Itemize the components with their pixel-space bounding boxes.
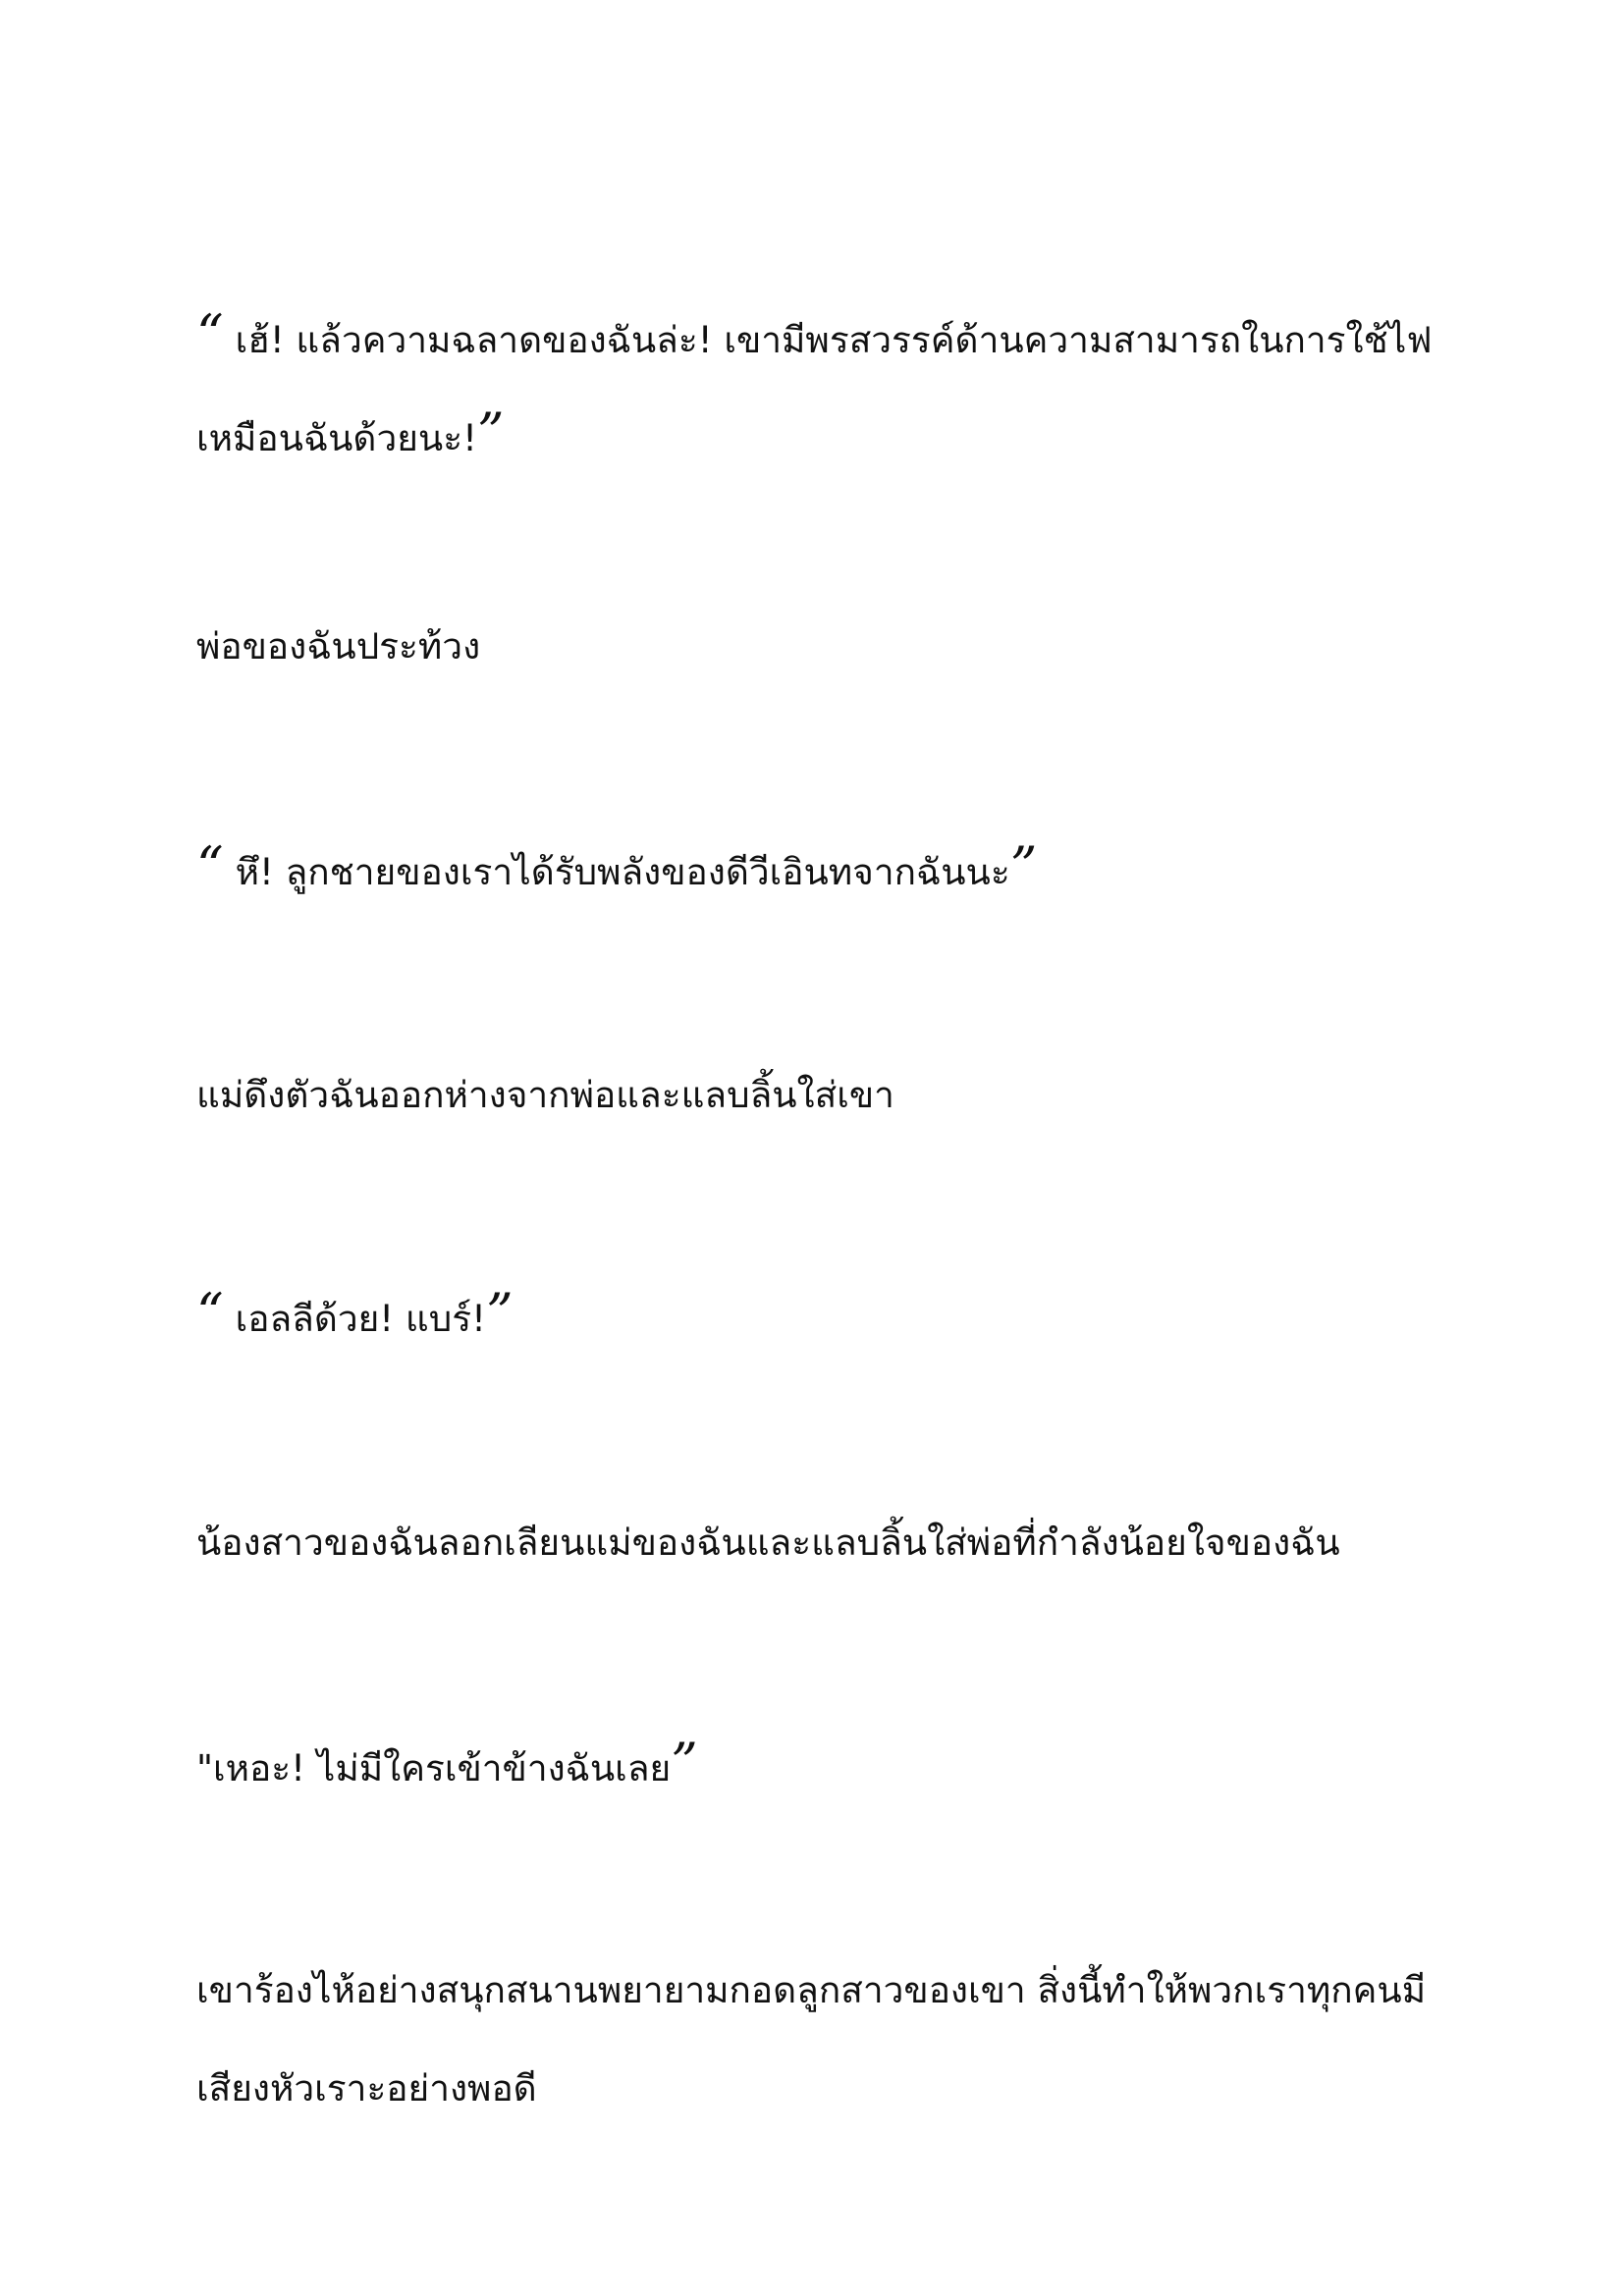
dialogue-paragraph <box>196 292 1434 488</box>
narration-paragraph <box>196 1046 1434 1145</box>
paragraph-text: แม่ดึงตัวฉันออกห่างจากพ่อและแลบลิ้นใส่เขา <box>196 1074 894 1116</box>
paragraph-text: เขาร้องไห้อย่างสนุกสนานพยายามกอดลูกสาวของเขา สิ่งนี้ทำให้พวกเราทุกคนมีเสียงหัวเราะอย่างพอดี <box>196 1969 1427 2109</box>
close-quote-mark: ” <box>485 1282 514 1344</box>
narration-paragraph <box>196 1942 1434 2138</box>
narration-paragraph <box>196 1494 1434 1592</box>
paragraph-text: น้องสาวของฉันลอกเลียนแม่ของฉันและแลบลิ้นใส่พ่อที่กำลังน้อยใจของฉัน <box>196 1522 1340 1564</box>
paragraph-text: เอลลีด้วย! แบร์! <box>235 1298 486 1340</box>
paragraph-text: เฮ้! แล้วความฉลาดของฉันล่ะ! เขามีพรสวรรค์ด้านความสามารถในการใช้ไฟเหมือนฉันด้วยนะ! <box>196 319 1433 459</box>
narration-paragraph <box>196 598 1434 696</box>
paragraph-text: พ่อของฉันประท้วง <box>196 625 481 667</box>
open-quote-mark: “ <box>196 1282 224 1344</box>
paragraph-text: "เหอะ! ไม่มีใครเข้าข้างฉันเลย <box>196 1747 672 1789</box>
close-quote-mark: ” <box>671 1732 698 1793</box>
paragraph-text: หึ! ลูกชายของเราได้รับพลังของดีวีเอินทจากฉันนะ <box>235 851 1010 893</box>
close-quote-mark: ” <box>476 401 505 463</box>
dialogue-paragraph <box>196 1270 1434 1368</box>
close-quote-mark: ” <box>1009 835 1038 897</box>
open-quote-mark: “ <box>196 303 224 365</box>
open-quote-mark: “ <box>196 835 224 897</box>
dialogue-paragraph <box>196 824 1434 922</box>
dialogue-paragraph <box>196 1720 1434 1818</box>
